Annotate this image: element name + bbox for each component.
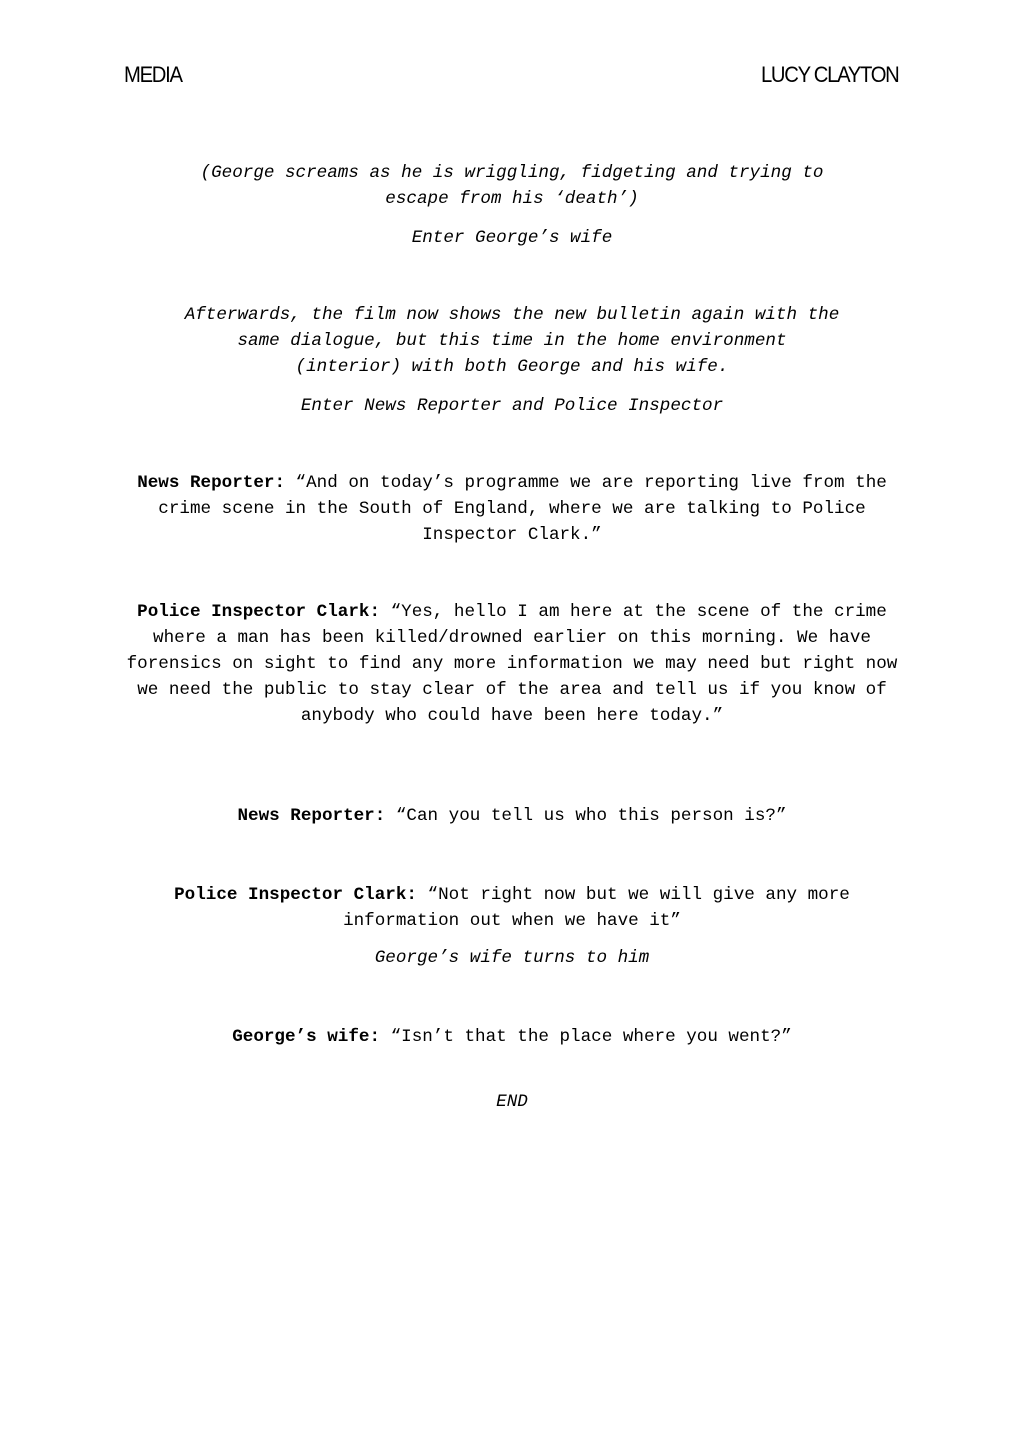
stage-direction-line: escape from his ‘death’) [385,189,639,209]
dialogue-georges-wife [122,1024,902,1050]
speaker-name: Police Inspector Clark: [137,602,381,622]
dialogue-police-inspector-1 [122,599,902,729]
speaker-name: George’s wife: [232,1027,381,1047]
dialogue-news-reporter-1 [122,470,902,548]
stage-direction-line: Afterwards, the film now shows the new bulletin again with the [184,305,840,325]
header-media: MEDIA [124,62,182,87]
speaker-name: News Reporter: [237,806,386,826]
header-author: LUCY CLAYTON [760,62,898,87]
stage-direction-line: same dialogue, but this time in the home environment [237,331,787,351]
stage-direction-enter-wife: Enter George’s wife [411,228,613,248]
dialogue-news-reporter-2 [122,803,902,829]
speaker-name: News Reporter: [137,473,285,493]
dialogue-text: “Yes, hello I am here at the scene of the crime where a man has been killed/drowned earlier on this morning. We have forensics on sight to find any more information we may need but right now we need the public to stay clear of the area and tell us if you know of anybody who could have been here today.” [126,602,898,726]
dialogue-text: “And on today’s programme we are reporting live from the crime scene in the South of England, where we are talking to Police Inspector Clark.” [158,473,887,545]
stage-direction-enter-reporter: Enter News Reporter and Police Inspector [300,396,724,416]
stage-direction-line: (George screams as he is wriggling, fidgeting and trying to [200,163,824,183]
dialogue-text: “Isn’t that the place where you went?” [380,1027,792,1047]
speaker-name: Police Inspector Clark: [174,885,417,905]
end-marker: END [496,1092,528,1112]
dialogue-text: “Not right now but we will give any more information out when we have it” [343,885,850,931]
stage-direction-line: (interior) with both George and his wife. [295,357,729,377]
dialogue-text: “Can you tell us who this person is?” [385,806,787,826]
stage-direction-wife-turns: George’s wife turns to him [374,948,650,968]
dialogue-police-inspector-2 [122,882,902,934]
stage-direction-afterwards [122,302,902,380]
stage-direction-george-screams [122,160,902,212]
